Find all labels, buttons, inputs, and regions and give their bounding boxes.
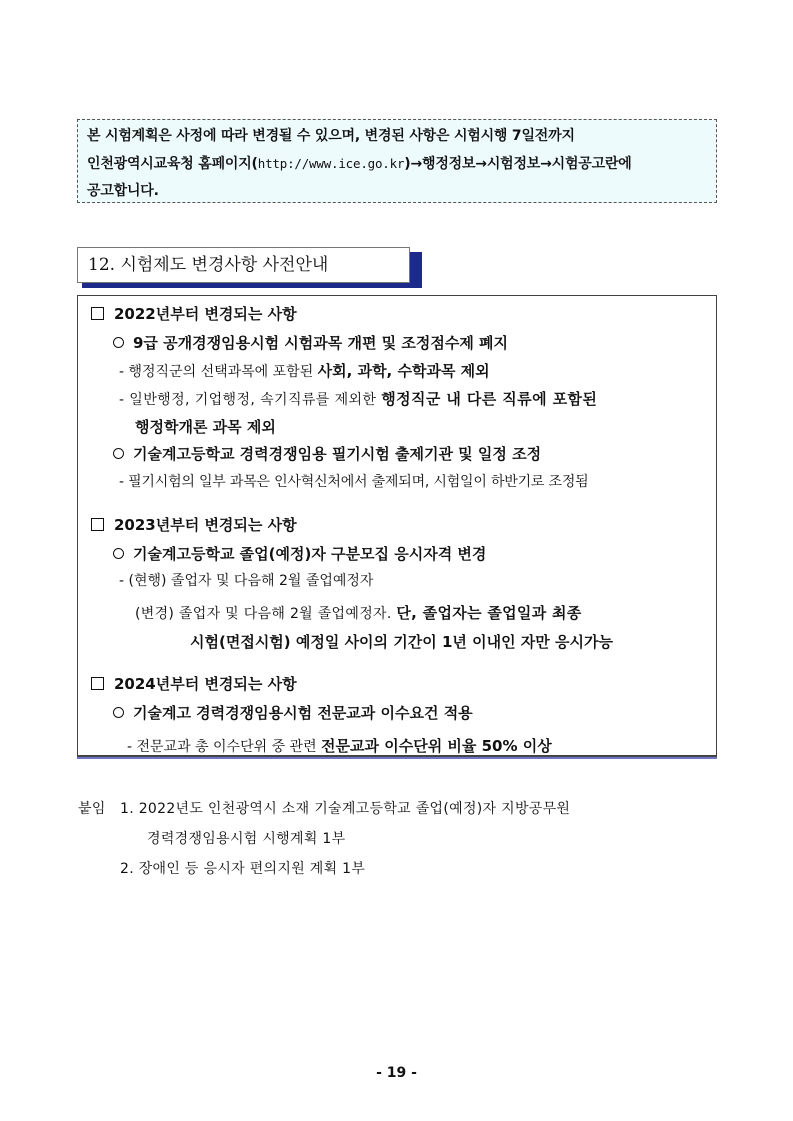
notice-line-1: 본 시험계획은 사정에 따라 변경될 수 있으며, 변경된 사항은 시험시행 7일전까지 bbox=[87, 128, 575, 144]
notice-line-2b: )→행정정보→시험정보→시험공고란에 bbox=[404, 156, 632, 172]
attachment-label: 붙임 bbox=[78, 801, 106, 817]
attachment-1: 1. 2022년도 인천광역시 소재 기술계고등학교 졸업(예정)자 지방공무원 bbox=[120, 801, 571, 817]
checkbox-square-icon bbox=[91, 518, 104, 531]
item-2024-1: 기술계고 경력경쟁임용시험 전문교과 이수요건 적용 bbox=[113, 702, 473, 723]
section-title: 12. 시험제도 변경사항 사전안내 bbox=[77, 247, 410, 283]
attachment-2: 2. 장애인 등 응시자 편의지원 계획 1부 bbox=[120, 861, 366, 877]
attachment-1-cont: 경력경쟁임용시험 시행계획 1부 bbox=[147, 831, 346, 847]
item-2022-2-detail-1: - 필기시험의 일부 과목은 인사혁신처에서 출제되며, 시험일이 하반기로 조정됨 bbox=[119, 474, 589, 490]
item-2024-1-detail-1: - 전문교과 총 이수단위 중 관련 전문교과 이수단위 비율 50% 이상 bbox=[127, 737, 552, 755]
circle-bullet-icon bbox=[113, 548, 124, 559]
notice-line-2 bbox=[87, 150, 716, 178]
heading-2022: 2022년부터 변경되는 사항 bbox=[91, 303, 297, 324]
heading-2024: 2024년부터 변경되는 사항 bbox=[91, 673, 297, 694]
item-2022-1-detail-2-cont: 행정학개론 과목 제외 bbox=[135, 418, 276, 436]
circle-bullet-icon bbox=[113, 707, 124, 718]
notice-line-2a: 인천광역시교육청 홈페이지( bbox=[87, 156, 258, 172]
checkbox-square-icon bbox=[91, 677, 104, 690]
box-bottom-rule bbox=[77, 757, 717, 759]
notice-line-3: 공고합니다. bbox=[87, 183, 159, 199]
circle-bullet-icon bbox=[113, 448, 124, 459]
item-2022-1: 9급 공개경쟁임용시험 시험과목 개편 및 조정점수제 폐지 bbox=[113, 332, 508, 353]
item-2023-1-detail-2: (변경) 졸업자 및 다음해 2월 졸업예정자. 단, 졸업자는 졸업일과 최종 bbox=[135, 604, 582, 622]
notice-box bbox=[77, 119, 717, 203]
item-2023-1-detail-1: - (현행) 졸업자 및 다음해 2월 졸업예정자 bbox=[119, 573, 374, 589]
item-2023-1: 기술계고등학교 졸업(예정)자 구분모집 응시자격 변경 bbox=[113, 543, 486, 564]
item-2022-1-detail-1: - 행정직군의 선택과목에 포함된 사회, 과학, 수학과목 제외 bbox=[119, 362, 490, 380]
item-2022-1-detail-2: - 일반행정, 기업행정, 속기직류를 제외한 행정직군 내 다른 직류에 포함된 bbox=[119, 390, 598, 408]
heading-2023: 2023년부터 변경되는 사항 bbox=[91, 514, 297, 535]
circle-bullet-icon bbox=[113, 337, 124, 348]
page-number: - 19 - bbox=[376, 1065, 417, 1081]
item-2022-2: 기술계고등학교 경력경쟁임용 필기시험 출제기관 및 일정 조정 bbox=[113, 443, 541, 464]
checkbox-square-icon bbox=[91, 307, 104, 320]
homepage-link[interactable]: http://www.ice.go.kr bbox=[257, 156, 405, 171]
item-2023-1-detail-2-cont: 시험(면접시험) 예정일 사이의 기간이 1년 이내인 자만 응시가능 bbox=[190, 633, 613, 651]
